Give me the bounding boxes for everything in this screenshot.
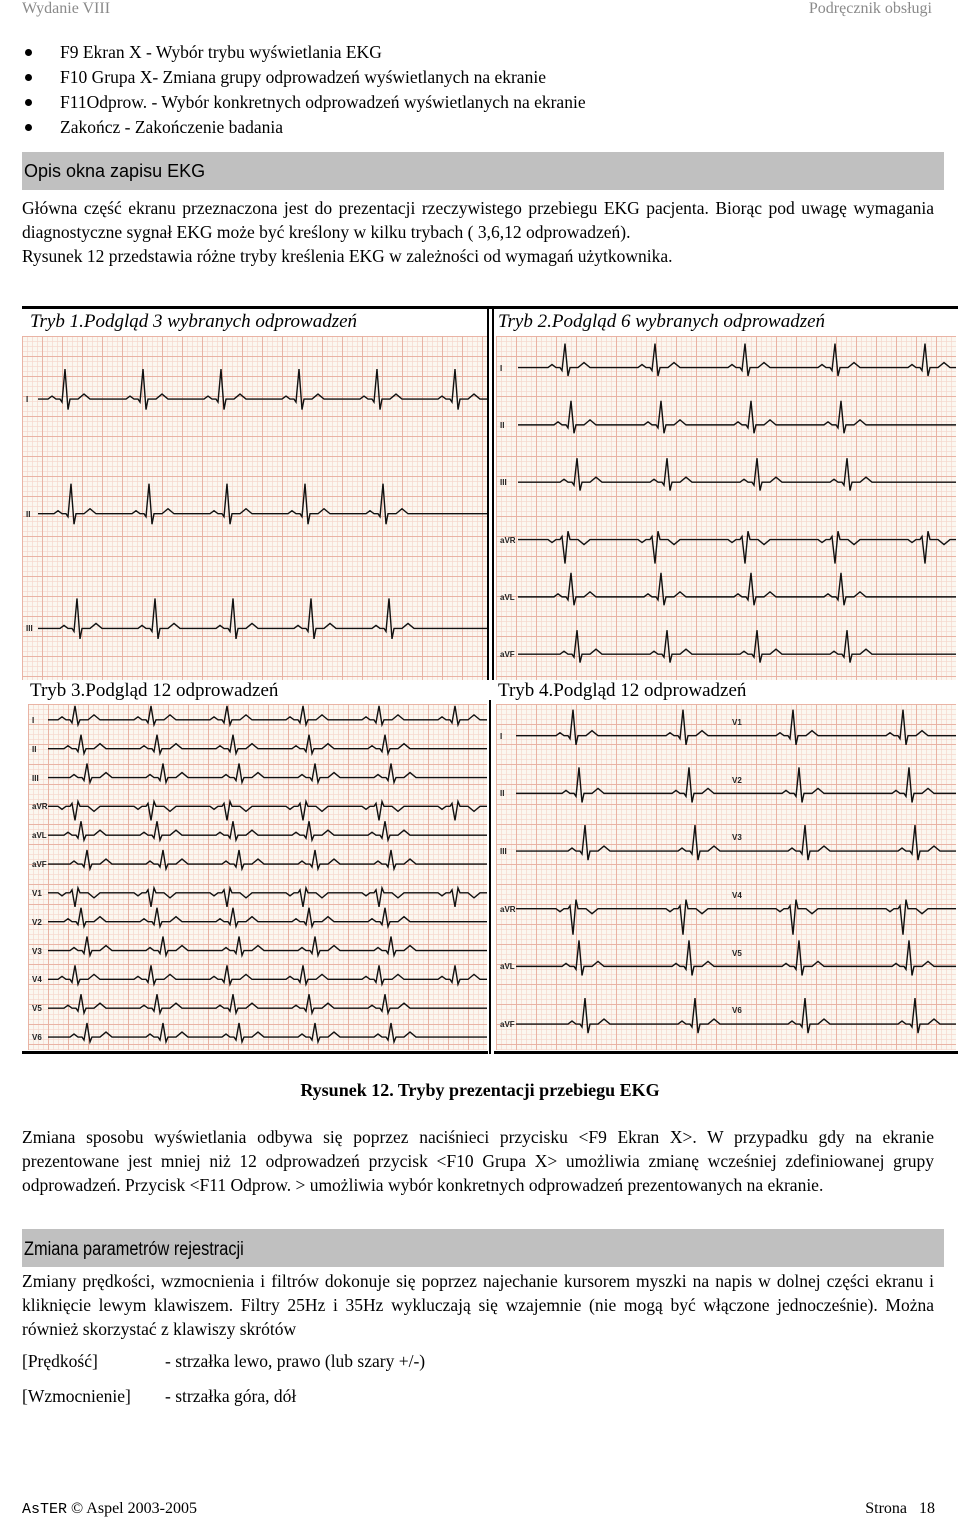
running-header [0, 0, 960, 20]
lead-label: V6 [732, 1006, 742, 1016]
lead-label: I [26, 395, 29, 405]
ecg-traces [22, 336, 487, 680]
figure-rule [22, 306, 488, 309]
lead-label: V3 [32, 946, 42, 956]
list-item: Zakończ - Zakończenie badania [22, 115, 586, 140]
ecg-traces [496, 704, 956, 1050]
ecg-trace [516, 940, 956, 975]
mode3-label: Tryb 3.Podgląd 12 odprowadzeń [30, 680, 279, 701]
lead-label: I [500, 731, 503, 741]
ecg-trace [516, 825, 956, 860]
lead-label: aVR [500, 904, 516, 914]
paragraph-line: Główna część ekranu przeznaczona jest do prezentacji rzeczywistego przebiegu EKG pacjenta. Biorąc pod uwagę wymagania diagnostyczne sygnał EKG może być kreślony w kilku trybach ( 3,6,12 odprowadzeń). [22, 198, 934, 242]
list-item: F9 Ekran X - Wybór trybu wyświetlania EKG [22, 40, 586, 65]
ecg-panel-mode1 [22, 336, 487, 680]
ecg-trace [48, 735, 487, 754]
figure-divider [487, 306, 489, 680]
lead-label: V2 [32, 917, 42, 927]
list-item: F11Odprow. - Wybór konkretnych odprowadzeń wyświetlanych na ekranie [22, 90, 586, 115]
figure-divider [492, 306, 494, 680]
lead-label: II [500, 420, 505, 430]
ecg-trace [518, 573, 956, 605]
ecg-panel-mode3 [28, 704, 487, 1050]
mode4-label: Tryb 4.Podgląd 12 odprowadzeń [498, 680, 747, 701]
paragraph-display-change: Zmiana sposobu wyświetlania odbywa się poprzez naciśnieci przycisku <F9 Ekran X>. W przypadku gdy na ekranie prezentowane jest mniej niż 12 odprowadzeń przycisk <F10 Grupa X> umożliwia zmianę wcześniej zdefiniowanej grupy odprowadzeń. Przycisk <F11 Odprow. > umożliwia wybór konkretnych odprowadzeń prezentowanych na ekranie. [22, 1127, 934, 1195]
lead-label: III [26, 624, 33, 634]
shortcut-desc: - strzałka lewo, prawo (lub szary +/-) [165, 1351, 426, 1371]
ecg-trace [48, 821, 487, 840]
ecg-trace [48, 908, 487, 927]
shortcut-key: [Prędkość] [22, 1351, 98, 1371]
section-heading-text: Zmiana parametrów rejestracji [24, 1239, 244, 1260]
lead-label: V4 [32, 975, 42, 985]
page-number-value: 18 [919, 1500, 935, 1517]
ecg-panel-mode2 [496, 336, 956, 680]
shortcut-row [22, 1386, 296, 1407]
ecg-traces [496, 336, 956, 680]
lead-label: aVR [500, 535, 516, 545]
lead-label: V5 [732, 948, 742, 958]
ecg-trace [518, 344, 956, 376]
ecg-trace [48, 850, 487, 869]
paragraph-ecg-window [22, 196, 934, 268]
ecg-trace [48, 937, 487, 956]
section-heading-recording-params [22, 1229, 944, 1267]
mode1-label: Tryb 1.Podgląd 3 wybranych odprowadzeń [30, 311, 358, 332]
lead-label: II [500, 789, 505, 799]
ecg-trace [38, 369, 487, 410]
lead-label: V4 [732, 891, 742, 900]
ecg-trace [48, 994, 487, 1013]
footer-copyright [22, 1500, 197, 1518]
ecg-trace [48, 1023, 487, 1042]
function-key-list [22, 40, 586, 140]
lead-label: aVL [500, 592, 515, 602]
shortcut-row [22, 1351, 425, 1372]
ecg-trace [38, 484, 487, 525]
lead-label: I [32, 715, 35, 725]
ecg-trace [48, 764, 487, 783]
figure-rule [488, 306, 958, 309]
lead-label: V2 [732, 775, 742, 785]
shortcut-key: [Wzmocnienie] [22, 1386, 131, 1406]
lead-label: aVF [500, 1020, 515, 1030]
brand-name: AsTER [22, 1501, 68, 1518]
edition-label: Wydanie VIII [22, 0, 111, 17]
ecg-trace [516, 900, 956, 935]
ecg-trace [518, 401, 956, 433]
lead-label: II [26, 509, 31, 519]
lead-label: V3 [732, 833, 742, 843]
lead-label: V1 [732, 718, 742, 727]
ecg-trace [38, 598, 487, 639]
ecg-trace [516, 998, 956, 1033]
ecg-panel-mode4 [496, 704, 956, 1050]
ecg-trace [48, 706, 487, 725]
lead-label: aVL [32, 831, 47, 841]
ecg-trace [516, 767, 956, 802]
ecg-traces [28, 704, 487, 1050]
page-number [865, 1500, 935, 1518]
section-heading-ecg-window: Opis okna zapisu EKG [22, 152, 944, 190]
lead-label: III [32, 773, 39, 783]
lead-label: V6 [32, 1033, 42, 1043]
manual-title: Podręcznik obsługi [808, 0, 932, 17]
ecg-trace [518, 630, 956, 662]
copyright-text: © Aspel 2003-2005 [71, 1500, 197, 1517]
lead-label: aVR [32, 802, 48, 812]
list-item: F10 Grupa X- Zmiana grupy odprowadzeń wyświetlanych na ekranie [22, 65, 586, 90]
paragraph-recording-params: Zmiany prędkości, wzmocnienia i filtrów dokonuje się poprzez najechanie kursorem myszki na napis w dolnej części ekranu i kliknięcie lewym klawiszem. Filtry 25Hz i 35Hz wykluczają się wzajemnie (nie mogą być włączone jednocześnie). Można również skorzystać z klawiszy skrótów [22, 1271, 934, 1339]
figure-rule [494, 1051, 958, 1054]
lead-label: II [32, 744, 37, 754]
page-label: Strona [865, 1500, 907, 1517]
figure-divider [489, 700, 491, 1054]
figure-rule [22, 1051, 488, 1054]
lead-label: I [500, 363, 503, 373]
mode2-label: Tryb 2.Podgląd 6 wybranych odprowadzeń [498, 311, 826, 332]
ecg-trace [48, 801, 487, 820]
lead-label: V1 [32, 888, 42, 898]
ecg-trace [48, 888, 487, 907]
lead-label: V5 [32, 1004, 42, 1014]
lead-label: III [500, 847, 507, 857]
lead-label: III [500, 478, 507, 488]
lead-label: aVL [500, 962, 515, 972]
paragraph-line: Rysunek 12 przedstawia różne tryby kreślenia EKG w zależności od wymagań użytkownika. [22, 246, 673, 266]
ecg-trace [48, 965, 487, 984]
shortcut-desc: - strzałka góra, dół [165, 1386, 297, 1406]
ecg-trace [518, 531, 956, 563]
figure-caption: Rysunek 12. Tryby prezentacji przebiegu EKG [300, 1080, 660, 1100]
lead-label: aVF [500, 650, 515, 660]
lead-label: aVF [32, 860, 47, 870]
ecg-trace [516, 710, 956, 745]
ecg-trace [518, 458, 956, 490]
